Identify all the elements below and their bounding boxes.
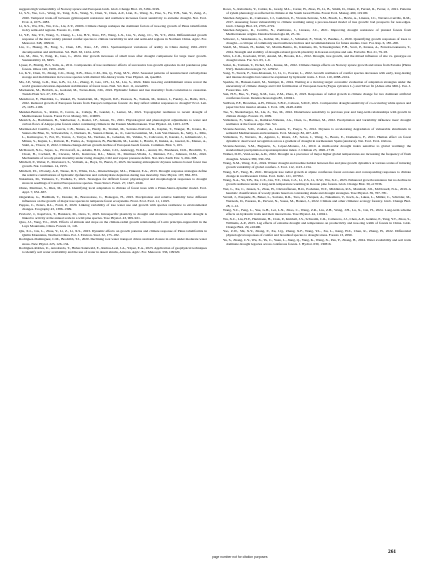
reference-entry: Rowe, S., Rebolledo, Y., Calder, K., Grady, M.L., Carter, H., Zhao, H., Li, B., Smith, D., Dunn, P., Ferrari, R., Ferrer, J., 2021. Patterns of xylem phenology as reflected in climate at the South Great Plains. Forest Ecol. Manag. 490, 119100. bbox=[223, 7, 411, 16]
reference-entry: Walker, D.W., VanLoocke, A.D., 2022. Drought as a precursor of major higher global temperatures are increasing the frequency of flash droughts. Science 380, 330–332. bbox=[223, 152, 411, 161]
reference-entry: Valladares, V., Navarro, D., Aguirre, I., Rioux, J.F., Solon, J., Wang, S., Bouto, E., Domenico, F., 2021. Human effect on forest dynamics: dead wood recognition across a gradient of drought in northeastern Spain (Andorra). Nat. Ecol. Evol. Oxbow. bbox=[223, 135, 411, 144]
reference-entry: Olano, Martínez, S., Díez, M., 2011. Identifying local adaptation to climate of forest trees with a Pinus-Sierra-dynamic model. Ecol. Appl. 7, 652–667. bbox=[19, 185, 207, 195]
reference-entry: Vicente-Serrano, S.M., Zouber, A., Lasanta, T., Pueyo, Y., 2012. Dryness is accelerating degradation of vulnerable shrublands in semiarid Mediterranean environments. Ecol. Monogr. 82, 407–428. bbox=[223, 126, 411, 135]
reference-entry: Mitchell, P.J., O'Grady, A.P., Tissue, D.T., White, D.A., Ottenschlaeger, M.L., Pinkard, E.A., 2013. Drought response strategies define the relative contributions of hydraulic dysfunction and carbohydrate depletion during tree mortality. New Phytol. 197, 862–872. bbox=[19, 168, 207, 177]
reference-entry: Pappas, C., Peters, R.L., Fonti, P., 2020. Linking variability of tree water use and growth with species resilience to environmental changes. Ecography 43, 1386–1399. bbox=[19, 203, 207, 212]
reference-entry: Qiu, X.L., Liu, L., Zhou, Y., Li, Z., Li, X.S., 2023. Dynamic effects on growth patterns and climate response of Pinus tabuliformis in Qinlin Mountains, Northern China. Pol. J. Environ. Stud. 32, 175–182. bbox=[19, 228, 207, 237]
reference-entry: Schwarz, J., Skiadaresis, G., Kohler, M., Kunz, J., Schnabel, F., Vitali, V., Bauhus, J., 2020. Quantifying growth responses of trees to drought—a critique of commonly used resilience indices and recommendations for future studies. Curr. For. Rep. 6, 185–200. bbox=[223, 36, 411, 45]
reference-entry: Li, S.Y., Yao, G.L., Wang, R., Tang, X.X., Wang, Y., Chen, Y., Chen, A.P., Lian, X., Wang, X., Piao, S., Fu, Y.H., Sun, Y., Zeng, Z., 2020. Temporal trade-off between gymnosperm resistance and resilience increases forest sensitivity to extreme drought. Nat. Ecol. Evol. 4, 1075–1083. bbox=[19, 11, 207, 24]
reference-list bbox=[19, 7, 411, 538]
reference-entry: Mendicoat, F., Hendrikx, L., Ruskal, H., Sandström, M., Tigwell, D.P., Pearson, N., Tomala, M., Rohrer, J., Fandry, A., Ballo, M.S., 2022. Reduced growth of European forests from Europe's temperate forests: do they reflect similar responses to drought? Ecol. Lett. 25, 1185–1196. bbox=[19, 96, 207, 110]
reference-entry: Sullivan, P.F., Brownlee, A.H., Ellison, S.B.Z., Cahoon, S.M.P., 2021. Comparative drought sensitivity of co-occurring white spruce and paper birch in interior Alaska. J. Ecol. 109, 2448–2460. bbox=[223, 100, 411, 110]
reference-entry: Ma, J.P., Wang, G.D., Xue, G.B., Li, J.L., Zhang, P., Gao, J.H., Li, M., Liu, S., 2024. Main tree-ring establishment stress reveal the world greatest elevation-dependent stabilization of forest trees. Natl. Sci. Rev. 11, nwae093. bbox=[19, 79, 207, 88]
reference-entry: Ljaser, P., Bruttig, B.J., Salis, A., 2011. Components of tree resilience: effects of successive low-growth episodes in old ponderosa pine forests. Oikos 120, 1909–1920. bbox=[19, 62, 207, 71]
reference-entry: Tao, Y., Niederberger, M., Liu, Z., Tao, M., 2022. Disturbance sensitivity to previous year and long-term relationships with growth in climate change. Forests 13, 1009. bbox=[223, 109, 411, 118]
reference-entry: Wang, X.F., Yang, B., 2021. Divergent tree radial growth at alpine coniferous forest ecotones and corresponding responses to climate change in northwestern China. Ecol. Indic. 121, 107052. bbox=[223, 169, 411, 178]
reference-entry: Rodríguez-Robles, U., Arredondo, T., Huber-Sannwald, E., Ramos-Leal, J.A., Yépez, E.A., 2023. Application of geophysical techniques to identify soil water availability and the use of water in desert shrubs, Arizona. Agric. For. Meteorol. 336, 109320. bbox=[19, 246, 207, 255]
reference-entry: Song, Y., Sterck, F., Sass-Klaassen, U., Li, C., Poorter, L., 2022. Growth resilience of conifer species decreases with early, long-lasting and intense droughts but cannot be explained by hydraulic traits. J. Ecol. 110, 2088–2104. bbox=[223, 71, 411, 80]
reference-column-right bbox=[223, 7, 411, 538]
reference-entry: Wei, L., Xu, C., Jansen, S., Zhou, H., Christoffersen, B.O., Pockman, W.T., Middleton, R.S., Marshall, J.D., McDowell, N.G., 2019. A heuristic classification of woody plants based on contrasting shade and drought strategies. Tree Physiol. 39, 767–781. bbox=[223, 186, 411, 195]
reference-entry: Silva, L.C.R., Kooloski, W.W., Anand, M., Brooks, R.L., 2012. Drought, tree growth, and the mixed influence of site vs. genotype on drought stress. For. Sci. 63, 1–9. bbox=[223, 53, 411, 63]
page-footer bbox=[0, 549, 427, 561]
reference-entry: Verrall, J., Pasquale, B., Baker, L., Soriano, R.R., Toro, R., Vázquez, A., Nakamura, V., Koch, A., Lukas, L., Müller, C., Schröder, M., Werneck, D., Pasareu, R., Parvest, N., Sousa, M., Bonnet, J., 2022. Climate and other climates: ecology forestry. Glob. Change Biol. 28, 1–12. bbox=[223, 195, 411, 208]
reference-entry: suggests high vulnerability of Norway spruce and European larch. Glob. Change Biol. 19, 3184–3199. bbox=[19, 7, 160, 11]
reference-entry: Sohar, K., Tomusk, T., Eichel, M.J., Kuuse, M., 2022. Climate change effects on Norway spruce growth and stress from Estonia (Pärnu NW). Dendrochronologia 72, 125952. bbox=[223, 62, 411, 71]
reference-entry: Wang, Y.C., Feng, L., Yue, G.H., Lei, L.N., Zhao, C., Wang, Z.R., Liu, Z.H., Wang, J.H., Lu, X., Lin, H., 2024. Long-term scheme effects on hydraulic traits and their interactions. Tree Physiol. 44, 110041. bbox=[223, 208, 411, 217]
reference-entry: Li, X.S., Wu, P.X., Wu, Z.G., Liu, Z.Y., 2020b. Climate change reshapes the dominant factors of tree-ring growth of Pinus tabuliformis in dry semi-arid regions. Forests 11, 1106. bbox=[19, 24, 207, 33]
reference-entry: Vicente-Serrano, S.M., Beguería, S., López-Moreno, J.I., 2010. A multi-scalar drought index sensitive to global warming: the standardized precipitation evapotranspiration index. J. Climate 23, 1696–1718. bbox=[223, 143, 411, 152]
reference-entry: Li, Y.F., Xie, Y.T., Wang, T., Cheng, L., Liu, H.Y., Xiao, F.F., Wang, L.X., Liu, Y., Zeng, J.C., Yu, Y.T., 2024. Differentiated growth response of the most widely planted conifer species to climate variability in arid and semi-arid regions in Northern China. Agric. For. Meteorol. 348, 109910. bbox=[19, 32, 207, 45]
reference-entry: Mitchell, P., Weber, P., Mortazavi, S., Vollrath, A., Boya, N., Bursó, P., 2023. Increasing atmospheric dryness reduces boreal forest tree growth. Nat. Commun. 14, 1955. bbox=[19, 160, 207, 169]
reference-entry: Mendez-Barrion, S., Robin, P., Cerón, A., Calleja, B., Gandel, J., Lerner, M., 2021. Topographic resilience to recent drought of Mediterranean forests. Forest Ecol. Manag. 501, 119683. bbox=[19, 109, 207, 118]
reference-entry: Lu, K.Y., Chen, N., Zhang, C.K., Dong, X.B., Zhao, C.M., Ma, Q., Feng, M.Y., 2022. Seasonal patterns of nonstructural carbohydrate storage and mobilization in two tree species with distinct life-history traits. Tree Physiol. 44, tpae002. bbox=[19, 71, 207, 80]
reference-entry: Wu, X.C., Liu, H.Y., Hartmann, H., Ciais, P., Kimball, J.S., Schwalm, C.R., Camarero, J.J., Chen, A.P., Gentine, P., Yang, Y.T., Zhou, S., Williams, A.P., 2023. Lag effects of extreme drought and temperature on productivity and tree-ring width of forests in China. Glob. Change Biol. 29, e16490. bbox=[223, 216, 411, 229]
reference-entry: Sánchez-Salguero, R., Camarero, J.J., Gutiérrez, E., Vicente-Serrano, S.M., Bosch, L., Hevia, A., Linares, J.C., Navarro-Cerrillo, R.M., 2017. Assessing forest vulnerability to climate warming using a process-based model of tree growth: bad prospects for rear-edges. Glob. Change Biol. 23, 2705–2719. bbox=[223, 15, 411, 28]
reference-entry: Pavlović, J., Koprivica, T., Haniszcz, M., Ozza, T., 2023. Intraspecific plasticity to drought and moisture regulation under drought is linked to activity at the annual scale in a wild pine species. Tree Physiol. 43, 909–921. bbox=[19, 211, 207, 220]
reference-entry: Liu, C., Huang, H., Feng, S., Chen, J.H., Xiao, J.F., 2021. Spatiotemporal variations of aridity in China during 1961–2015: decomposition and attribution. Sci. Bull. 63, 1224–1233. bbox=[19, 45, 207, 54]
reference-entry: Mezrich, A., Bachmann, B., Sahrbecker, J., Rosler, J.F., Jensen, W., 2021. Physiological and phenological adjustments to water and carbon flows of Aleppo pine forests under continuing climate in the Eastern Mediterranean. Tree Physiol. 42, 1263–1278. bbox=[19, 118, 207, 127]
reference-entry: Martinez-del Castillo, E., Garcia, C.B., Nunes, A., Hardy, D., Tromel, M., Serrano-Notivoli, R., Kaplan, T., Wanger, H., Krona, R., Sainzo-De Blue, N., Schwetschle, J., Duckers, D., Suarez-Chlean, A., Jr., Garcia-Guzman, M., Luis Van Deusen, K., Sally, L., Milo, L., Kamwayoe, T., Fei, W., Torres, J., Tarryu, M., Vardano, R., Lehedon, M., Vahina, Y., Calicoven, P., Karaki, J., Gdmemovic, J., Mitsus, S., Kujuta, L., Robson, B., Fonka, A., Torgenson, B., Buchheim, M., Leeder, I., Hawin, P., Kukka, A., Guezal, K., Meneo, A., Stahl, A., Vlasov, P., 2022. Climate-change-driven growth decline of European beech forests. Commun. Biol. 5, 163. bbox=[19, 126, 207, 148]
reference-entry: McDowell, N.G., Sapes, G., Pivovaroff, A., Adams, H.D., Allen, C.D., Anderegg, W.R.L., Arend, M., Breshears, D.D., Brodribb, T., Choat, B., Cochard, H., Cáceres, M.D., Kantrowe, R.L., Marer, D., Martinez-Vilalta, J., Meinzer, F.C., Johnson, D.M., 2022. Mechanisms of woody-plant mortality under rising drought, CO2 and vapour pressure deficit. Nat. Rev. Earth Env. 3, 294–308. bbox=[19, 147, 207, 160]
reference-entry: Valladares, F., Sakha, A., Ramírez-Valiente, J.A., Chen, G., Baltizer, M., 2022. Precipitation and variability influence trees' drought resilience at the forest edge. Nat. Sci. bbox=[223, 118, 411, 127]
reference-entry: Ongerklau, G., Hadiham, T., Donder, D., Boronolone, C., Bolaegon, H., 2023. Precipitation and relative humidity have different influences on the growth of major tree species in temperate forest ecosystems. Front. Ecol. Evol. 11, 11025. bbox=[19, 194, 207, 203]
reference-entry: Sun, H.Y., Bao, Y., Fang, X.M., Gao, Z.M., Zhao, P., 2023. Responses of radial growth to climate change for two dominant artificial coniferous forest. Dendrochronologia 80, 126041. bbox=[223, 92, 411, 101]
reference-entry: Wang, X.A., Yu, T.B., Xu, C.X., Liu, Y.T., Chen, C.Z., Li, Z.S., Li, X.W., Wu, X.C., 2023. Enhanced growth resistance but no decline in growth resilience under a long-term temperature warming in Korean pine forests. Glob. Change Biol. 30, e17036. bbox=[223, 178, 411, 187]
reference-entry: Nakamura, M., Yamaura, T., Yoshida, T., 2021. Strategies for difficult forest: physiological and morphological responses to drought stress in seedlings of Central European tree species. Trees Struct. Funct. 27, 1627–1649. bbox=[19, 177, 207, 186]
reference-column-left bbox=[19, 7, 207, 538]
reference-entry: Rodríguez-Domínguez, C.M., Brodribb, T.J., 2020. Declining root water transport drives stomatal closure in olive under moderate water stress. New Phytol. 225, 126–134. bbox=[19, 237, 207, 246]
reference-entry: Yao, Z.W., Shi, X.Y., Zhang, P., Xu, J.Q., Zhang, X.F., Wang, Y.L., Xu, L., Kang, H.Z., Chen, R., Zhang, H., 2022. Differential physiological responses of conifer and broadleaf species to drought stress. Forests 13, 2090. bbox=[223, 229, 411, 238]
reference-entry: Yu, S., Zhang, C.Y., Wu, X., Yu, C., Yuan, L., Jiang, Q., Yang, K., Wang, X., Pan, Y., Zhang, H., 2024. Water availability and soil traits dominate drought legacies across coniferous forests. J. Hydrol. 630, 130816. bbox=[223, 237, 411, 246]
reference-entry: Qiao, J.J., Yang, Y.L., 2022. Effects of altitude and slope on the climate-radial growth relationship of Larix principis-rupprechtii in the Luya Mountains, China. Forests 11, 145. bbox=[19, 220, 207, 229]
page-number: 261 bbox=[388, 549, 397, 555]
reference-entry: Wang, X.M., Wang, X.Z., 2024. Winter drought and treeline habitat between fire and pine growth dynamics at various scales of intraring growth variability of global conifers. J. Ecol. 112, 1123–1134. bbox=[223, 161, 411, 170]
reference-entry: Liu, M., Zhu, Y., Pang, R., Guo, L., 2024. Our growth increases of small trees after drought compensate for large trees' growth. Sustainability 16, 8495. bbox=[19, 53, 207, 63]
reference-entry: Steidl, M., Nissen, H., Kuhnt, W., Martin-Benito, D., Klemens, M., Schweingruber, F.H., Scott, P., Krause, A., Ferreira-Ganseura, T., 2024. Strength and stability of drought-related growth plasticity in Korean red pine and oak. Fortschr. Bot. 21, 79–93. bbox=[223, 45, 411, 54]
page-reference-note: page number not for citation purposes bbox=[212, 555, 268, 559]
reference-entry: Sparkle, D., Hansen-Gantt, M., Stamper, R., 2024. Wetting at a moving target: economic evaluation of adaptation strategies under the uncertainty of climate change and CO2 fertilization of European beech (Fagus sylvatica L.) and Silver fir (Abies alba Mill.). Eur. J. Forest Res. 143. bbox=[223, 79, 411, 92]
reference-entry: Mackenzie, M., Herbich, A., Gosland, M., Torres-Ruiz, J.M., 2022. Hydraulic failure and tree mortality: from correlation to causation. Trends Plant Sci. 27, 335–345. bbox=[19, 88, 207, 97]
reference-entry: Sánchez-Salguero, R., Cerrillo, N., Zambrano, J., Linares, J.C., 2021. Improving drought resistance of planted forests from Mediterranean origins. Dendrochronologia 46, 25–34. bbox=[223, 28, 411, 37]
